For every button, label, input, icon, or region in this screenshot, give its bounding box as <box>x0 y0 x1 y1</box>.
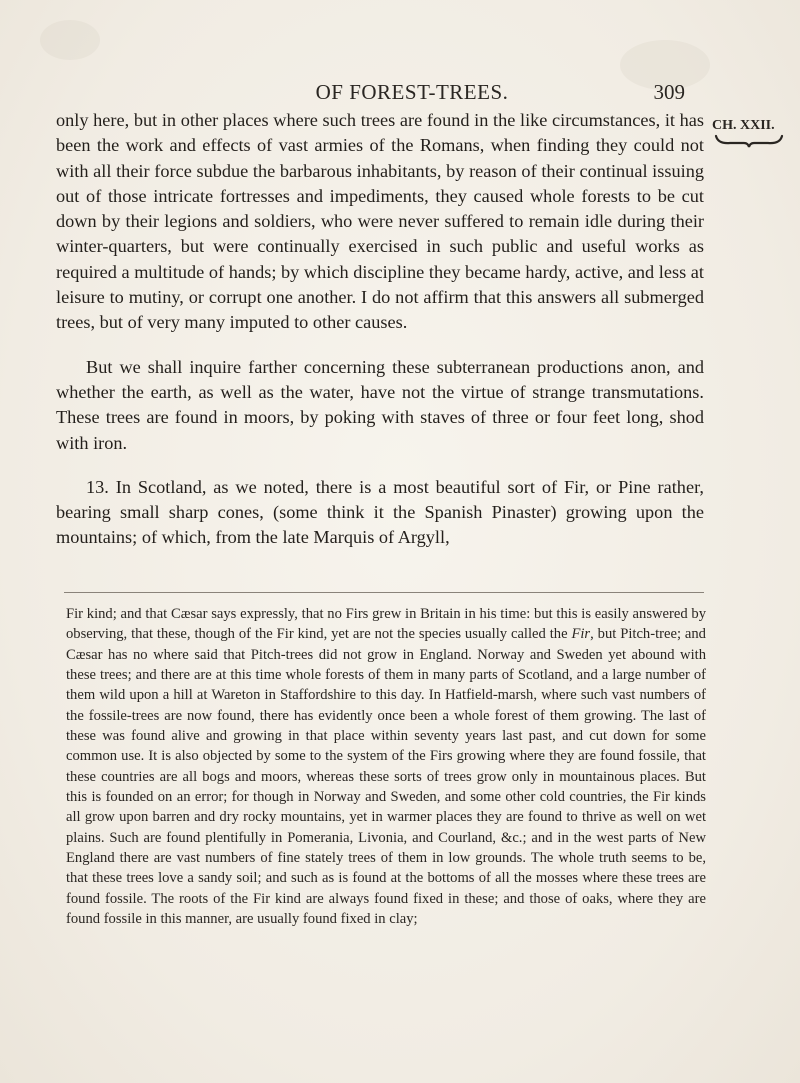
page-number: 309 <box>653 80 685 104</box>
paragraph-romans: only here, but in other places where such trees are found in the like circumstances, it has been the work and effects of vast armies of the Romans, when finding they could not with all their force subdue the barbarous inhabitants, by reason of their continual issuing out of those intricate fortresses and impediments, they caused whole forests to be cut down by their legions and soldiers, who were never suffered to remain idle during their winter-quarters, but were continually exercised in such public and useful works as required a multitude of hands; by which discipline they became hardy, active, and less at leisure to mutiny, or corrupt one another. I do not affirm that this answers all submerged trees, but of very many imputed to other causes. <box>56 110 704 333</box>
paragraph-subterranean: But we shall inquire farther concerning these subterranean productions anon, and whether the earth, as well as the water, have not the virtue of strange transmutations. These trees are found in moors, by poking with staves of three or four feet long, shod with iron. <box>56 356 704 453</box>
chapter-label: CH. XXII. <box>712 118 775 133</box>
footnote-divider <box>64 592 704 593</box>
paragraph-scotland-fir: 13. In Scotland, as we noted, there is a most beautiful sort of Fir, or Pine rather, bearing small sharp cones, (some think it the Spanish Pinaster) growing upon the mountains; of which, from the late Marquis of Argyll, <box>56 476 704 548</box>
main-body-text <box>56 108 704 551</box>
paper-stain <box>40 20 100 60</box>
chapter-marginal-note <box>712 118 792 148</box>
footnote-text <box>66 604 706 930</box>
footnote-text-segment: , but Pitch-tree; and Cæsar has no where said that Pitch-trees did not grow in England. Norway and Sweden yet abound with these trees; and there are at this time whole forests of them in many parts of Scotland, and a large number of them wild upon a hill at Wareton in Staffordshire to this day. In Hatfield-marsh, where such vast numbers of the fossile-trees are now found, there has evidently once been a whole forest of them growing. The last of these was found alive and growing in that place within seventy years last past, and cut down for some common use. It is also objected by some to the system of the Firs growing where they are found fossile, that these countries are all bogs and moors, whereas these sorts of trees grow only in mountainous places. But this is founded on an error; for though in Norway and Sweden, and some other cold countries, the Fir kinds all grow upon barren and dry rocky mountains, yet in warmer places they are found to thrive as well on wet plains. Such are found plentifully in Pomerania, Livonia, and Courland, &c.; and in the west parts of New England there are vast numbers of fine stately trees of them in low grounds. The whole truth seems to be, that these trees love a sandy soil; and such as is found at the bottoms of all the mosses where these trees are found fossile. The roots of the Fir kind are always found fixed in these; and those of oaks, where they are found fossile in this manner, are usually found fixed in clay; <box>66 626 706 928</box>
footnote-italic-term: Fir <box>571 626 591 643</box>
footnote-text-segment: Fir kind; and that Cæsar says expressly, that no Firs grew in Britain in his time: but this is easily answered by observing, that these, though of the Fir kind, yet are not the species usually called the <box>66 606 706 643</box>
footnote <box>66 604 706 930</box>
running-head-title: OF FOREST-TREES. <box>315 80 509 104</box>
brace-ornament-icon <box>714 134 784 148</box>
